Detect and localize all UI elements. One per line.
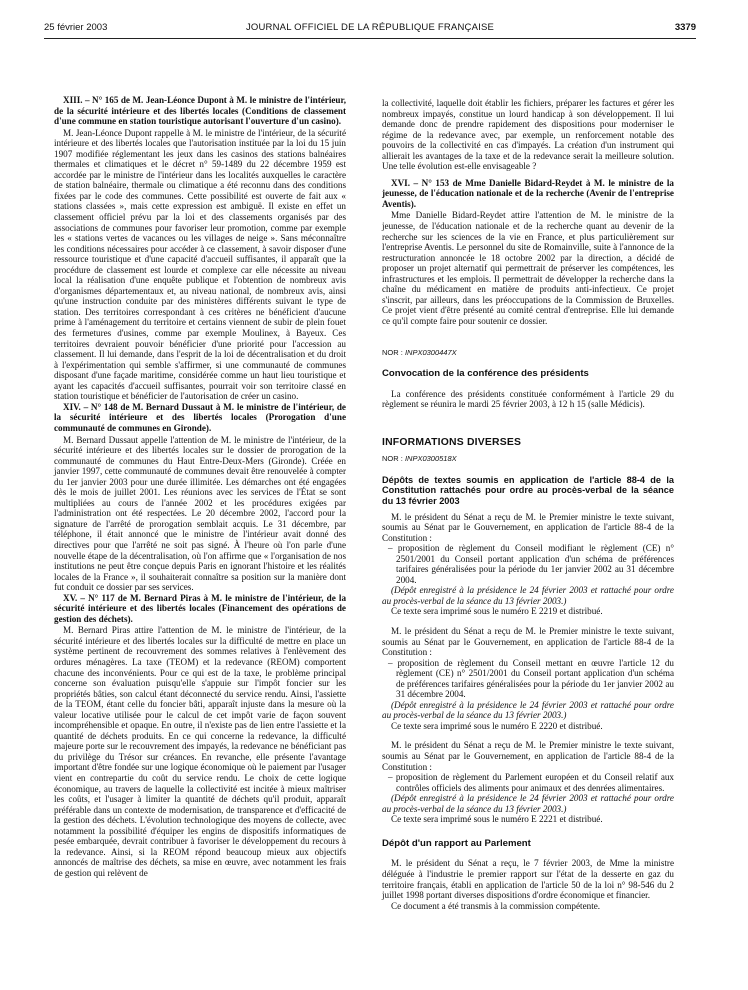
question-153-title: XVI. – N° 153 de Mme Danielle Bidard-Reydet à M. le ministre de la jeunesse, de l'éducation nationale et de la recherche (Avenir de l'entreprise Aventis). [382, 177, 674, 209]
rapport-title: Dépôt d'un rapport au Parlement [382, 837, 531, 849]
rapport-body: M. le président du Sénat a reçu, le 7 février 2003, de Mme la ministre déléguée à l'industrie le premier rapport sur l'état de la desserte en gaz du territoire français, établi en application de l'article 50 de la loi n° 98-546 du 2 juillet 1998 portant diverses dispositions d'ordre économique et financier. [382, 858, 674, 901]
nor-reference-2: NOR : INPX0300518X [382, 454, 457, 464]
depot-2-intro: M. le président du Sénat a reçu de M. le Premier ministre le texte suivant, soumis au Sénat par le Gouvernement, en application de l'article 88-4 de la Constitution : [382, 626, 674, 658]
depot-2-note: (Dépôt enregistré à la présidence le 24 février 2003 et rattaché pour ordre au procès-verbal de la séance du 13 février 2003.) [382, 699, 674, 721]
depot-3-print: Ce texte sera imprimé sous le numéro E 2221 et distribué. [391, 814, 603, 825]
right-column [382, 98, 674, 911]
question-165-body: M. Jean-Léonce Dupont rappelle à M. le ministre de l'intérieur, de la sécurité intérieure et des libertés locales que l'autorisation instituée par la loi du 15 juin 1907 modifiée réglementant les jeux dans les casinos des stations balnéaires thermales et climatiques et le décret n° 59-1489 du 22 décembre 1959 est accordée par le ministre de l'intérieur dans les localités auxquelles le caractère de station balnéaire, thermale ou climatique a été reconnu dans des conditions fixées par le code des communes. Cette possibilité est ouverte de fait aux « stations classées », mais cette expression est ambiguë. Il existe en effet un classement officiel prévu par la loi et des classements organisés par des associations de communes pour favoriser leur promotion, comme par exemple les « stations vertes de vacances ou les villages de neige ». Sans méconnaître les conditions nécessaires pour accéder à ce classement, à savoir disposer d'une ressource touristique et d'une capacité d'accueil suffisantes, il apparaît que la procédure de classement est lourde et complexe car elle nécessite au niveau local la réalisation d'une enquête publique et l'obtention de nombreux avis d'organismes départementaux et, au niveau national, de nombreux avis, ainsi qu'une instruction conduite par des ministères différents suivant le type de station. Des territoires correspondant à ces critères ne bénéficient d'aucune prime à l'aménagement du territoire et certains viennent de subir de plein fouet des fermetures d'usines, comme par exemple Moulinex, à Bayeux. Ces territoires devraient pouvoir bénéficier d'une priorité pour l'accession au classement. Il lui demande, dans l'esprit de la loi de décentralisation et du droit à l'expérimentation qui semble s'affirmer, si une communauté de communes disposant d'une façade maritime, considérée comme un haut lieu touristique et ayant les capacités d'accueil suffisantes, pourrait voir son territoire classé en station touristique et bénéficier de l'autorisation de créer un casino. [54, 127, 346, 402]
informations-diverses-title: INFORMATIONS DIVERSES [382, 436, 522, 448]
rapport-note: Ce document a été transmis à la commission compétente. [391, 900, 601, 911]
left-column [54, 95, 346, 878]
page-number: 3379 [674, 22, 696, 33]
depots-title: Dépôts de textes soumis en application de l'article 88-4 de la Constitution rattachés pour ordre au procès-verbal de la séance du 13 février 2003 [382, 474, 674, 506]
depot-1-item: – proposition de règlement du Conseil modifiant le règlement (CE) n° 2501/2001 du Conseil portant application d'un schéma de préférences tarifaires généralisées pour la période du 1er janvier 2002 au 31 décembre 2004. [388, 543, 674, 585]
question-165-title: XIII. – N° 165 de M. Jean-Léonce Dupont à M. le ministre de l'intérieur, de la sécurité intérieure et des libertés locales (Conditions de classement d'une commune en station touristique autorisant l'ouverture d'un casino). [54, 95, 346, 127]
nor-reference-1: NOR : INPX0300447X [382, 348, 457, 358]
header-date: 25 février 2003 [44, 22, 108, 33]
depot-2-print: Ce texte sera imprimé sous le numéro E 2220 et distribué. [391, 720, 603, 731]
question-153-body: Mme Danielle Bidard-Reydet attire l'attention de M. le ministre de la jeunesse, de l'éducation nationale et de la recherche quant au devenir de la recherche sur les sciences de la vie en France, et plus particulièrement sur l'entreprise Aventis. Le personnel du site de Romainville, suite à l'annonce de la restructuration annoncée le 18 octobre 2002 par la direction, a décidé de proposer un projet alternatif qui permettrait de préserver les compétences, les infrastructures et les emplois. Il permettrait de développer la recherche dans la chaîne du médicament en matière de produits anti-infectieux. Ce projet s'inscrit, par ailleurs, dans les préoccupations de la Commission de Bruxelles. Ce projet vient d'être présenté au comité central d'entreprise. Elle lui demande ce qu'il compte faire pour soutenir ce dossier. [382, 210, 674, 326]
depot-1-print: Ce texte sera imprimé sous le numéro E 2219 et distribué. [391, 606, 603, 617]
convocation-body: La conférence des présidents constituée conformément à l'article 29 du règlement se réunira le mardi 25 février 2003, à 12 h 15 (salle Médicis). [382, 388, 674, 410]
question-117-title: XV. – N° 117 de M. Bernard Piras à M. le ministre de l'intérieur, de la sécurité intérieure et des libertés locales (Financement des opérations de gestion des déchets). [54, 592, 346, 624]
question-117-body: M. Bernard Piras attire l'attention de M. le ministre de l'intérieur, de la sécurité intérieure et des libertés locales sur la difficulté de mettre en place un système pertinent de recouvrement des sommes relatives à l'enlèvement des ordures ménagères. La taxe (TEOM) et la redevance (REOM) comportent chacune des inconvénients. Pour ce qui est de la taxe, le problème principal concerne son évaluation puisqu'elle s'appuie sur l'impôt foncier sur les propriétés bâties, son calcul étant déconnecté du service rendu. Ainsi, l'assiette de la TEOM, étant celle du foncier bâti, apparaît injuste dans la mesure où la valeur locative utilisée pour le calcul de cet impôt varie de façon souvent incompréhensible et opaque. En outre, il n'existe pas de lien entre l'assiette et la quantité de déchets produits. En ce qui concerne la redevance, la difficulté majeure porte sur le recouvrement des impayés, la redevance ne bénéficiant pas du privilège du Trésor sur créances. En revanche, elle présente l'avantage important d'être fondée sur une logique économique où le paiement par l'usager vient en contrepartie du coût du service rendu. Le choix de cette logique économique, au travers de laquelle la collectivité est incitée à mieux maîtriser les coûts, et l'usager à limiter la quantité de déchets qu'il produit, apparaît préférable dans un contexte de modernisation, de transparence et d'efficacité de la gestion des déchets. L'évolution technologique des moyens de collecte, avec notamment la possibilité d'équiper les engins de dispositifs informatiques de pesée embarquée, devrait contribuer à favoriser le développement du recours à la redevance. Ainsi, si la REOM répond beaucoup mieux aux objectifs annoncés de maîtrise des déchets, sa mise en œuvre, avec notamment les frais de gestion qui relèvent de [54, 625, 346, 878]
question-117-continuation: la collectivité, laquelle doit établir les fichiers, préparer les factures et gérer les nombreux impayés, constitue un lourd handicap à son développement. Il lui demande donc de prendre rapidement des dispositions pour moderniser le régime de la redevance avec, par exemple, un renforcement notable des pouvoirs de la collectivité en cas d'impayés. La création d'un instrument qui allierait les avantages de la taxe et de la redevance serait la meilleure solution. Une telle évolution est-elle envisageable ? [382, 98, 674, 172]
depot-2-item: – proposition de règlement du Conseil mettant en œuvre l'article 12 du règlement (CE) n° 2501/2001 du Conseil portant application d'un schéma de préférences tarifaires généralisées pour la période du 1er janvier 2002 au 31 décembre 2004. [388, 657, 674, 700]
header-rule [44, 38, 696, 39]
question-148-body: M. Bernard Dussaut appelle l'attention de M. le ministre de l'intérieur, de la sécurité intérieure et des libertés locales sur le dossier de prorogation de la communauté de communes du Haut Entre-Deux-Mers (Gironde). Créée en janvier 1997, cette communauté de communes devait être renouvelée à compter du 1er janvier 2003 pour une durée illimitée. Les démarches ont été engagées dès le mois de juillet 2001. Les réunions avec les services de l'État se sont multipliées au cours de l'année 2002 et les procédures exigées par l'administration ont été respectées. Le 20 décembre 2002, l'accord pour la signature de l'arrêté de prorogation semblait acquis. Le 31 décembre, par téléphone, il était annoncé que le ministre de l'intérieur avait donné des directives pour que l'arrêté ne soit pas signé. À l'heure où l'on parle d'une nouvelle étape de la décentralisation, où l'on affirme que « l'organisation de nos institutions ne peut être conçue depuis Paris en ignorant l'histoire et les réalités locales de la France », il souhaiterait connaître sa position sur la manière dont fut conduit ce dossier par ses services. [54, 434, 346, 593]
depot-1-intro: M. le président du Sénat a reçu de M. le Premier ministre le texte suivant, soumis au Sénat par le Gouvernement, en application de l'article 88-4 de la Constitution : [382, 511, 674, 543]
running-header [44, 22, 696, 36]
depot-3-intro: M. le président du Sénat a reçu de M. le Premier ministre le texte suivant, soumis au Sénat par le Gouvernement, en application de l'article 88-4 de la Constitution : [382, 740, 674, 772]
depot-1-note: (Dépôt enregistré à la présidence le 24 février 2003 et rattaché pour ordre au procès-verbal de la séance du 13 février 2003.) [382, 585, 674, 606]
convocation-title: Convocation de la conférence des présidents [382, 368, 589, 380]
journal-title: JOURNAL OFFICIEL DE LA RÉPUBLIQUE FRANÇAISE [245, 22, 495, 33]
depot-3-note: (Dépôt enregistré à la présidence le 24 février 2003 et rattaché pour ordre au procès-verbal de la séance du 13 février 2003.) [382, 793, 674, 814]
question-148-title: XIV. – N° 148 de M. Bernard Dussaut à M. le ministre de l'intérieur, de la sécurité intérieure et des libertés locales (Prorogation d'une communauté de communes en Gironde). [54, 401, 346, 433]
depot-3-item: – proposition de règlement du Parlement européen et du Conseil relatif aux contrôles officiels des aliments pour animaux et des denrées alimentaires. [388, 772, 674, 793]
